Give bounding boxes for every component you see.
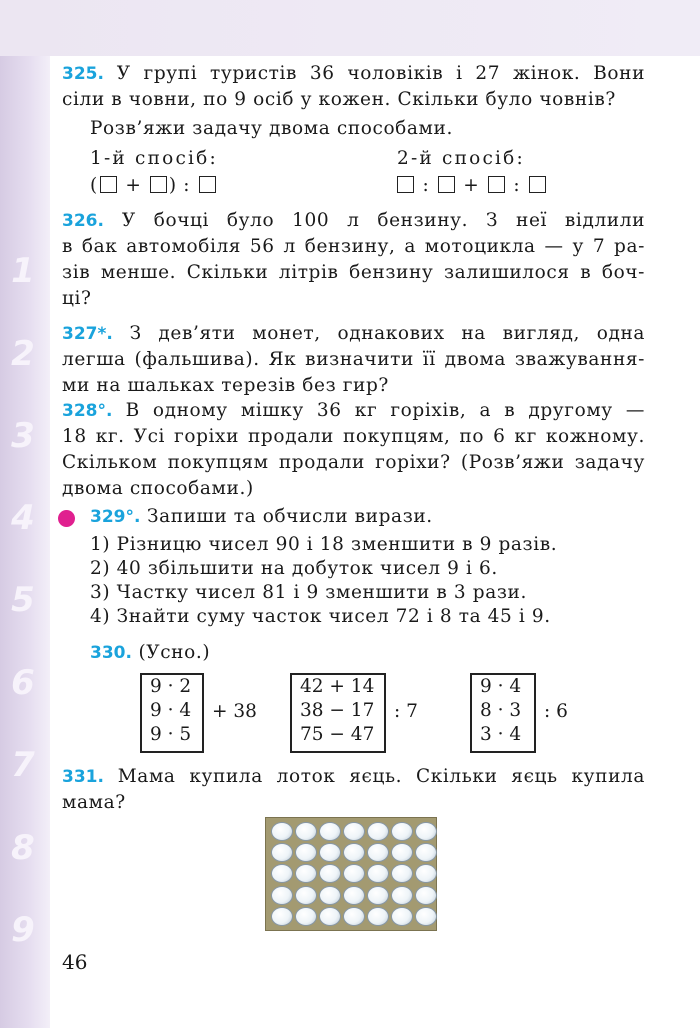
problem-327-line1: 327*. З дев’яти монет, однакових на вигляд, одна — [62, 323, 646, 344]
egg-icon — [391, 822, 413, 841]
egg-icon — [295, 907, 317, 926]
side-digit: 4 — [11, 498, 35, 538]
answer-box[interactable] — [150, 176, 167, 193]
side-digit: 2 — [11, 334, 35, 374]
answer-box[interactable] — [438, 176, 455, 193]
side-digit: 1 — [11, 251, 35, 291]
problem-number: 326. — [62, 211, 104, 231]
side-digit: 9 — [11, 910, 35, 950]
expression: 9 · 4 — [150, 700, 192, 721]
method-2-label: 2-й спосіб: — [397, 148, 525, 169]
answer-box[interactable] — [488, 176, 505, 193]
egg-icon — [367, 864, 389, 883]
answer-box[interactable] — [397, 176, 414, 193]
problem-329-item: 1) Різницю чисел 90 і 18 зменшити в 9 разів. — [90, 534, 558, 555]
method-2-formula: : + : — [395, 175, 548, 196]
egg-icon — [391, 886, 413, 905]
bullet-dot — [58, 510, 75, 527]
egg-icon — [319, 907, 341, 926]
egg-icon — [319, 864, 341, 883]
egg-icon — [415, 886, 437, 905]
problem-325-instruction: Розв’яжи задачу двома способами. — [90, 118, 453, 139]
problem-329-item: 3) Частку чисел 81 і 9 зменшити в 3 рази. — [90, 582, 527, 603]
egg-icon — [343, 843, 365, 862]
side-strip — [0, 56, 50, 1028]
egg-icon — [319, 822, 341, 841]
egg-icon — [295, 843, 317, 862]
egg-icon — [415, 843, 437, 862]
problem-331-line2: мама? — [62, 792, 126, 813]
egg-icon — [367, 843, 389, 862]
problem-329-title: 329°. Запиши та обчисли вирази. — [90, 506, 433, 527]
answer-box[interactable] — [100, 176, 117, 193]
problem-328-line2: 18 кг. Усі горіхи продали покупцям, по 6 кг кожному. — [62, 426, 645, 447]
method-1-label: 1-й спосіб: — [90, 148, 218, 169]
egg-icon — [343, 907, 365, 926]
problem-number: 327*. — [62, 324, 113, 344]
problem-326-line1: 326. У бочці було 100 л бензину. З неї відлили — [62, 210, 646, 231]
expression-box-1 — [140, 673, 204, 753]
egg-icon — [343, 886, 365, 905]
problem-326-line3: зів менше. Скільки літрів бензину залишилося в боч- — [62, 262, 645, 283]
expression: 38 − 17 — [300, 700, 375, 721]
problem-328-line4: двома способами.) — [62, 478, 254, 499]
expression: 9 · 4 — [480, 676, 522, 697]
problem-328-line3: Скільком покупцям продали горіхи? (Розв’яжи задачу — [62, 452, 645, 473]
side-digit: 7 — [11, 745, 35, 785]
expression: 42 + 14 — [300, 676, 375, 697]
expression: 9 · 2 — [150, 676, 192, 697]
egg-icon — [391, 907, 413, 926]
egg-icon — [295, 822, 317, 841]
problem-325-line1: 325. У групі туристів 36 чоловіків і 27 жінок. Вони — [62, 63, 646, 84]
expression-box-2 — [290, 673, 386, 753]
egg-icon — [319, 843, 341, 862]
problem-327-line3: ми на шальках терезів без гир? — [62, 375, 389, 396]
expression-box-3 — [470, 673, 536, 753]
expression: 3 · 4 — [480, 724, 522, 745]
egg-icon — [415, 907, 437, 926]
egg-icon — [391, 864, 413, 883]
top-band — [0, 0, 700, 56]
egg-icon — [271, 822, 293, 841]
problem-number: 329°. — [90, 507, 141, 527]
expression: 8 · 3 — [480, 700, 522, 721]
egg-icon — [271, 886, 293, 905]
egg-icon — [415, 864, 437, 883]
problem-number: 328°. — [62, 401, 113, 421]
problem-329-item: 4) Знайти суму часток чисел 72 і 8 та 45 і 9. — [90, 606, 551, 627]
egg-tray-illustration — [265, 817, 437, 931]
egg-icon — [343, 822, 365, 841]
side-digit: 3 — [11, 416, 35, 456]
problem-328-line1: 328°. В одному мішку 36 кг горіхів, а в другому — — [62, 400, 646, 421]
expression: 75 − 47 — [300, 724, 375, 745]
problem-327-line2: легша (фальшива). Як визначити її двома зважування- — [62, 349, 645, 370]
answer-box[interactable] — [529, 176, 546, 193]
side-digit: 6 — [11, 663, 35, 703]
problem-325-line2: сіли в човни, по 9 осіб у кожен. Скільки було човнів? — [62, 89, 616, 110]
egg-icon — [319, 886, 341, 905]
egg-icon — [295, 864, 317, 883]
operation: + 38 — [212, 701, 257, 722]
problem-331-line1: 331. Мама купила лоток яєць. Скільки яєць купила — [62, 766, 645, 787]
problem-number: 325. — [62, 64, 104, 84]
expression: 9 · 5 — [150, 724, 192, 745]
egg-icon — [367, 907, 389, 926]
problem-number: 330. — [90, 643, 132, 663]
method-1-formula: ( + ) : — [90, 175, 218, 196]
answer-box[interactable] — [199, 176, 216, 193]
egg-icon — [367, 886, 389, 905]
egg-icon — [367, 822, 389, 841]
problem-330-title: 330. (Усно.) — [90, 642, 211, 663]
problem-326-line2: в бак автомобіля 56 л бензину, а мотоцикла — у 7 ра- — [62, 236, 645, 257]
egg-icon — [271, 843, 293, 862]
problem-329-item: 2) 40 збільшити на добуток чисел 9 і 6. — [90, 558, 498, 579]
problem-number: 331. — [62, 767, 104, 787]
egg-icon — [391, 843, 413, 862]
side-digit: 5 — [11, 580, 35, 620]
side-digit: 8 — [11, 828, 35, 868]
operation: : 6 — [544, 701, 568, 722]
operation: : 7 — [394, 701, 418, 722]
egg-icon — [271, 907, 293, 926]
page-number: 46 — [62, 950, 88, 974]
egg-icon — [271, 864, 293, 883]
egg-icon — [415, 822, 437, 841]
egg-icon — [295, 886, 317, 905]
egg-icon — [343, 864, 365, 883]
problem-326-line4: ці? — [62, 288, 92, 309]
